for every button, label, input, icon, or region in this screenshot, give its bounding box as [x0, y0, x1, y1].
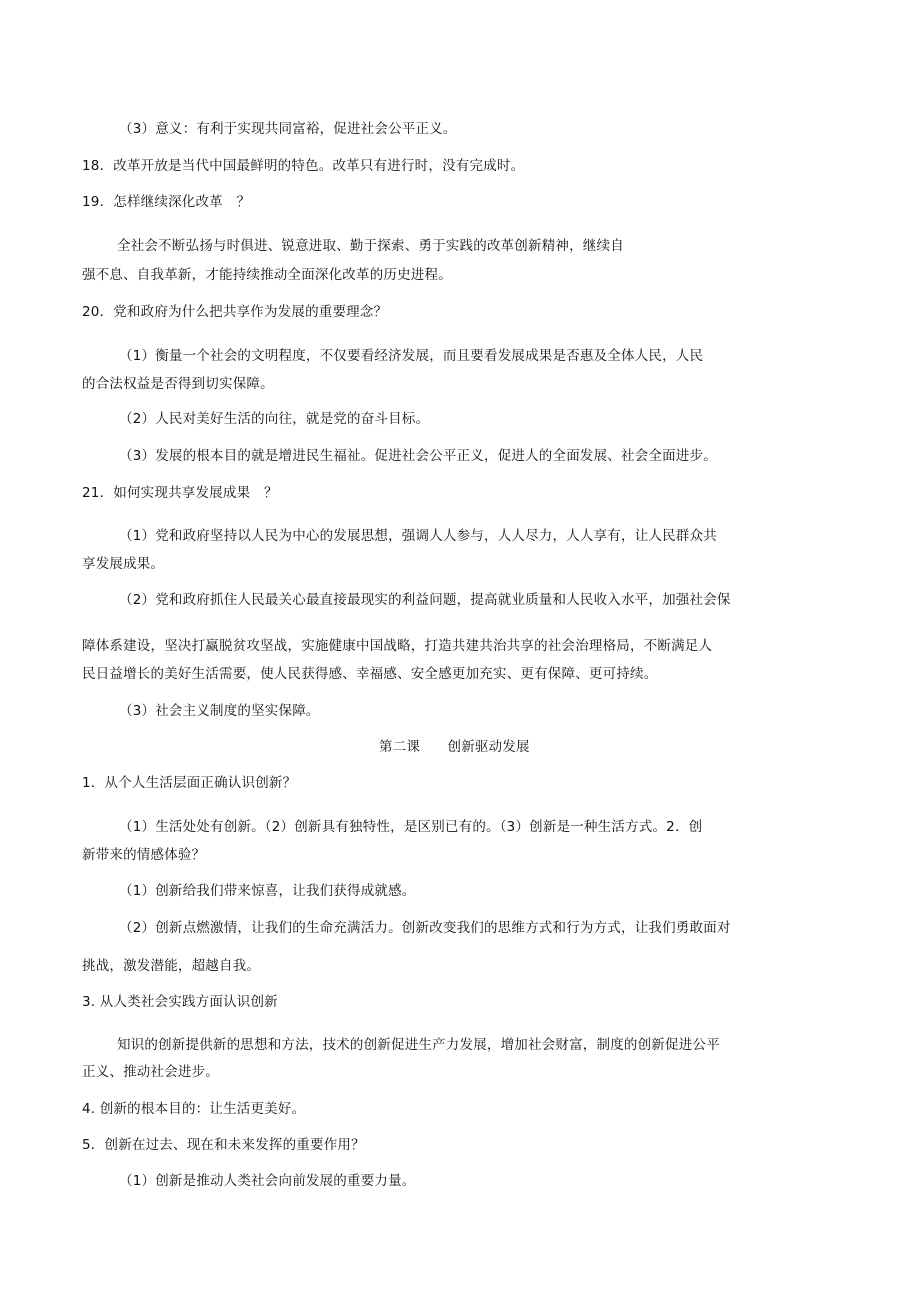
text-line: （3）意义：有利于实现共同富裕，促进社会公平正义。: [119, 121, 457, 137]
text-line: 障体系建设，坚决打赢脱贫攻坚战，实施健康中国战略，打造共建共治共享的社会治理格局，不断满足人: [82, 638, 713, 654]
text-line: 正义、推动社会进步。: [82, 1064, 219, 1080]
text-line: 19．怎样继续深化改革 ？: [82, 194, 251, 210]
text-line: 民日益增长的美好生活需要，使人民获得感、幸福感、安全感更加充实、更有保障、更可持续。: [82, 666, 658, 682]
text-line: 5．创新在过去、现在和未来发挥的重要作用？: [82, 1137, 365, 1153]
text-line: 新带来的情感体验？: [82, 847, 206, 863]
text-line: 21．如何实现共享发展成果 ？: [82, 485, 278, 501]
text-line: （1）党和政府坚持以人民为中心的发展思想，强调人人参与，人人尽力，人人享有，让人民群众共: [119, 528, 717, 544]
text-line: （1）创新是推动人类社会向前发展的重要力量。: [119, 1173, 416, 1189]
text-line: （1）生活处处有创新。（2）创新具有独特性，是区别已有的。（3）创新是一种生活方式。2．创: [119, 819, 703, 835]
text-line: （1）创新给我们带来惊喜，让我们获得成就感。: [119, 883, 416, 899]
text-line: 20．党和政府为什么把共享作为发展的重要理念？: [82, 304, 388, 320]
text-line: （2）党和政府抓住人民最关心最直接最现实的利益问题，提高就业质量和人民收入水平，加强社会保: [119, 592, 731, 608]
text-line: 全社会不断弘扬与时俱进、锐意进取、勤于探索、勇于实践的改革创新精神，继续自: [117, 238, 624, 254]
text-line: 享发展成果。: [82, 556, 165, 572]
text-line: 1．从个人生活层面正确认识创新？: [82, 775, 297, 791]
text-line: （2）人民对美好生活的向往，就是党的奋斗目标。: [119, 411, 430, 427]
text-line: 强不息、自我革新，才能持续推动全面深化改革的历史进程。: [82, 267, 452, 283]
text-line: 4. 创新的根本目的：让生活更美好。: [82, 1101, 306, 1117]
text-line: （1）衡量一个社会的文明程度，不仅要看经济发展，而且要看发展成果是否惠及全体人民，人民: [119, 348, 704, 364]
text-line: 18．改革开放是当代中国最鲜明的特色。改革只有进行时，没有完成时。: [82, 158, 525, 174]
text-line: 挑战，激发潜能，超越自我。: [82, 958, 261, 974]
text-line: （2）创新点燃激情，让我们的生命充满活力。创新改变我们的思维方式和行为方式，让我们勇敢面对: [119, 920, 731, 936]
text-line: （3）社会主义制度的坚实保障。: [119, 703, 320, 719]
section-title: 第二课 创新驱动发展: [379, 739, 530, 755]
text-line: 的合法权益是否得到切实保障。: [82, 376, 274, 392]
text-line: （3）发展的根本目的就是增进民生福祉。促进社会公平正义，促进人的全面发展、社会全面进步。: [119, 448, 717, 464]
text-line: 3. 从人类社会实践方面认识创新: [82, 994, 278, 1010]
text-line: 知识的创新提供新的思想和方法，技术的创新促进生产力发展，增加社会财富，制度的创新促进公平: [117, 1037, 720, 1053]
